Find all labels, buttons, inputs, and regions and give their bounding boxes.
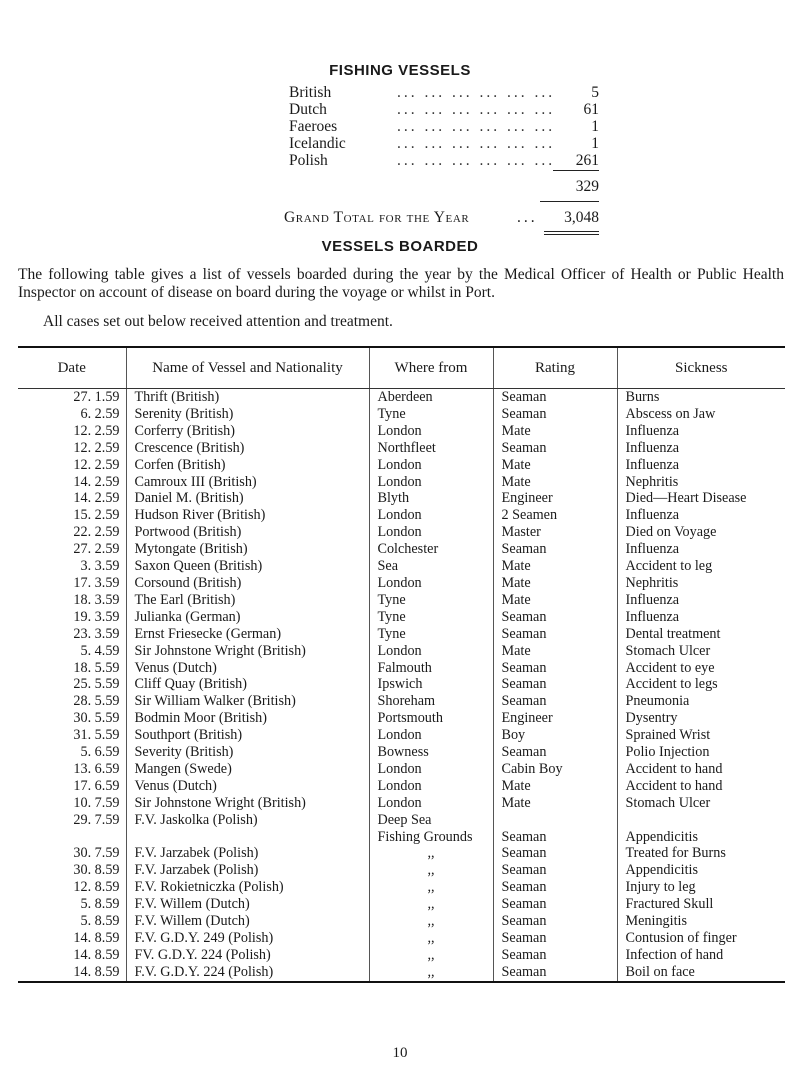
cell-sickness: Fractured Skull [617, 896, 785, 913]
cell-where-from: London [369, 795, 493, 812]
cell-sickness: Nephritis [617, 575, 785, 592]
intro-paragraph: The following table gives a list of vessels boarded during the year by the Medical Officer of Health or Public Health Inspector on account of disease on board during the voyage or whilst in Port. [18, 266, 784, 301]
cell-where-from: Falmouth [369, 660, 493, 677]
cell-rating: Mate [493, 643, 617, 660]
cell-vessel: Hudson River (British) [126, 507, 369, 524]
table-row [18, 490, 785, 507]
cell-rating: Seaman [493, 862, 617, 879]
intro-note: All cases set out below received attention and treatment. [43, 313, 393, 330]
column-header-vessel: Name of Vessel and Nationality [126, 347, 369, 389]
cell-rating: Cabin Boy [493, 761, 617, 778]
cell-date: 22. 2.59 [73, 524, 120, 541]
table-row [18, 389, 785, 406]
cell-date: 29. 7.59 [73, 811, 120, 828]
table-row [18, 913, 785, 930]
cell-date: 27. 2.59 [73, 541, 120, 558]
cell-rating: Seaman [493, 964, 617, 982]
cell-rating: Mate [493, 558, 617, 575]
table-row [18, 896, 785, 913]
cell-rating: Seaman [493, 406, 617, 423]
cell-date: 10. 7.59 [73, 794, 120, 811]
cell-vessel: F.V. G.D.Y. 249 (Polish) [126, 930, 369, 947]
cell-date: 15. 2.59 [73, 507, 120, 524]
cell-where-from: ,, [369, 964, 493, 982]
list-item: British ... ... ... ... ... ... 5 [289, 84, 599, 101]
table-row [18, 761, 785, 778]
cell-sickness: Influenza [617, 440, 785, 457]
cell-vessel: Venus (Dutch) [126, 660, 369, 677]
table-row [18, 862, 785, 879]
table-row [18, 829, 785, 846]
cell-sickness: Died on Voyage [617, 524, 785, 541]
table-row [18, 541, 785, 558]
cell-vessel: Crescence (British) [126, 440, 369, 457]
cell-rating: Mate [493, 423, 617, 440]
cell-date: 5. 4.59 [80, 642, 120, 659]
cell-rating: Seaman [493, 896, 617, 913]
cell-vessel: F.V. G.D.Y. 224 (Polish) [126, 964, 369, 982]
cell-rating: Engineer [493, 710, 617, 727]
cell-vessel: F.V. Rokietniczka (Polish) [126, 879, 369, 896]
vessels-boarded-title: VESSELS BOARDED [321, 238, 479, 255]
table-header-row [18, 347, 785, 389]
cell-vessel: F.V. Willem (Dutch) [126, 913, 369, 930]
cell-vessel: Daniel M. (British) [126, 490, 369, 507]
cell-sickness: Influenza [617, 592, 785, 609]
cell-sickness: Stomach Ulcer [617, 795, 785, 812]
cell-sickness: Injury to leg [617, 879, 785, 896]
cell-date: 14. 8.59 [73, 930, 120, 946]
table-row [18, 626, 785, 643]
cell-vessel: Mangen (Swede) [126, 761, 369, 778]
cell-sickness: Influenza [617, 609, 785, 626]
column-header-date: Date [18, 347, 126, 389]
cell-where-from: Sea [369, 558, 493, 575]
cell-date: 6. 2.59 [80, 405, 120, 422]
table-row [18, 440, 785, 457]
cell-where-from: London [369, 507, 493, 524]
cell-date: 30. 5.59 [73, 710, 120, 727]
vessels-boarded-table [18, 346, 785, 983]
cell-where-from: London [369, 524, 493, 541]
cell-rating: Seaman [493, 913, 617, 930]
cell-rating: Seaman [493, 609, 617, 626]
cell-date: 25. 5.59 [73, 676, 120, 693]
column-header-where-from: Where from [369, 347, 493, 389]
cell-vessel: Camroux III (British) [126, 474, 369, 491]
fishing-vessels-title: FISHING VESSELS [329, 62, 471, 79]
cell-sickness: Nephritis [617, 474, 785, 491]
cell-rating: Seaman [493, 541, 617, 558]
cell-sickness: Accident to leg [617, 558, 785, 575]
table-row [18, 727, 785, 744]
cell-date: 12. 2.59 [73, 422, 120, 439]
list-item: Polish ... ... ... ... ... ... 261 [289, 152, 599, 169]
cell-sickness: Boil on face [617, 964, 785, 982]
subtotal-rule [553, 170, 599, 171]
cell-where-from: London [369, 727, 493, 744]
cell-rating: Mate [493, 592, 617, 609]
cell-date: 12. 2.59 [73, 456, 120, 473]
cell-rating: Seaman [493, 744, 617, 761]
cell-where-from: London [369, 423, 493, 440]
cell-date: 14. 8.59 [73, 946, 120, 963]
cell-vessel: Bodmin Moor (British) [126, 710, 369, 727]
table-row [18, 812, 785, 829]
cell-date: 18. 3.59 [73, 591, 120, 608]
cell-date: 5. 8.59 [80, 913, 120, 930]
cell-date: 5. 8.59 [80, 896, 120, 913]
cell-sickness: Burns [617, 389, 785, 406]
table-row [18, 592, 785, 609]
cell-rating: Engineer [493, 490, 617, 507]
cell-rating: Seaman [493, 389, 617, 406]
cell-date: 30. 8.59 [73, 862, 120, 879]
cell-sickness: Contusion of finger [617, 930, 785, 947]
cell-where-from: London [369, 575, 493, 592]
cell-vessel: FV. G.D.Y. 224 (Polish) [126, 947, 369, 964]
cell-sickness: Polio Injection [617, 744, 785, 761]
cell-vessel: Sir Johnstone Wright (British) [126, 643, 369, 660]
cell-where-from: Colchester [369, 541, 493, 558]
subtotal-underline [540, 201, 599, 202]
list-item: Icelandic ... ... ... ... ... ... 1 [289, 135, 599, 152]
cell-rating: Seaman [493, 626, 617, 643]
cell-sickness: Infection of hand [617, 947, 785, 964]
cell-rating: Seaman [493, 440, 617, 457]
cell-where-from: Aberdeen [369, 389, 493, 406]
grand-total-row: Grand Total for the Year ... 3,048 [284, 209, 599, 226]
cell-vessel: Severity (British) [126, 744, 369, 761]
cell-where-from: Portsmouth [369, 710, 493, 727]
table-row [18, 609, 785, 626]
cell-where-from: ,, [369, 879, 493, 896]
cell-date: 14. 8.59 [18, 964, 126, 982]
cell-vessel: Thrift (British) [126, 389, 369, 406]
cell-sickness: Accident to hand [617, 761, 785, 778]
cell-vessel: Ernst Friesecke (German) [126, 626, 369, 643]
cell-where-from: ,, [369, 913, 493, 930]
cell-where-from: Deep Sea [369, 812, 493, 829]
table-row [18, 474, 785, 491]
cell-vessel: Sir Johnstone Wright (British) [126, 795, 369, 812]
cell-sickness: Influenza [617, 423, 785, 440]
cell-date: 5. 6.59 [80, 744, 120, 761]
cell-rating [493, 812, 617, 829]
cell-vessel: Julianka (German) [126, 609, 369, 626]
cell-rating: Mate [493, 575, 617, 592]
cell-date: 12. 2.59 [73, 439, 120, 456]
cell-date: 17. 3.59 [73, 574, 120, 591]
cell-sickness: Accident to eye [617, 660, 785, 677]
table-row [18, 744, 785, 761]
cell-vessel: Serenity (British) [126, 406, 369, 423]
cell-date: 17. 6.59 [73, 777, 120, 794]
cell-sickness: Dental treatment [617, 626, 785, 643]
table-row [18, 930, 785, 947]
column-header-sickness: Sickness [617, 347, 785, 389]
cell-rating: Seaman [493, 693, 617, 710]
grand-total-label: Grand Total for the Year [284, 209, 470, 226]
cell-where-from: Tyne [369, 406, 493, 423]
cell-sickness: Meningitis [617, 913, 785, 930]
table-row [18, 795, 785, 812]
cell-rating: Seaman [493, 676, 617, 693]
cell-sickness: Dysentry [617, 710, 785, 727]
list-item: Faeroes ... ... ... ... ... ... 1 [289, 118, 599, 135]
cell-rating: Master [493, 524, 617, 541]
list-item: Dutch ... ... ... ... ... ... 61 [289, 101, 599, 118]
cell-sickness: Appendicitis [617, 862, 785, 879]
table-row [18, 643, 785, 660]
cell-vessel: Corfen (British) [126, 457, 369, 474]
cell-where-from: Ipswich [369, 676, 493, 693]
table-row [18, 507, 785, 524]
cell-date: 30. 7.59 [73, 845, 120, 862]
cell-where-from: London [369, 761, 493, 778]
cell-date: 28. 5.59 [73, 693, 120, 710]
table-row [18, 423, 785, 440]
cell-where-from: ,, [369, 930, 493, 947]
column-header-rating: Rating [493, 347, 617, 389]
cell-rating: Seaman [493, 845, 617, 862]
cell-vessel: Corferry (British) [126, 423, 369, 440]
table-row [18, 964, 785, 982]
cell-date: 13. 6.59 [73, 760, 120, 777]
cell-where-from: Fishing Grounds [369, 829, 493, 846]
table-row [18, 845, 785, 862]
cell-rating: Mate [493, 795, 617, 812]
fishing-vessels-list [289, 84, 599, 169]
cell-where-from: London [369, 643, 493, 660]
table-row [18, 947, 785, 964]
cell-vessel: Southport (British) [126, 727, 369, 744]
cell-date: 31. 5.59 [73, 727, 120, 744]
cell-sickness [617, 812, 785, 829]
cell-vessel: Cliff Quay (British) [126, 676, 369, 693]
cell-sickness: Influenza [617, 457, 785, 474]
cell-vessel: Saxon Queen (British) [126, 558, 369, 575]
cell-date [18, 829, 126, 846]
cell-where-from: ,, [369, 947, 493, 964]
grand-total-double-rule-1 [544, 231, 599, 232]
cell-rating: Seaman [493, 930, 617, 947]
cell-date: 19. 3.59 [73, 608, 120, 625]
cell-rating: Mate [493, 778, 617, 795]
grand-total-value: 3,048 [564, 209, 599, 226]
cell-vessel: Portwood (British) [126, 524, 369, 541]
cell-where-from: Shoreham [369, 693, 493, 710]
table-row [18, 879, 785, 896]
table-row [18, 558, 785, 575]
cell-vessel: Corsound (British) [126, 575, 369, 592]
table-row [18, 693, 785, 710]
cell-vessel: F.V. Jaskolka (Polish) [126, 812, 369, 829]
table-row [18, 457, 785, 474]
cell-rating: 2 Seamen [493, 507, 617, 524]
cell-vessel [126, 829, 369, 846]
cell-where-from: Northfleet [369, 440, 493, 457]
cell-where-from: London [369, 457, 493, 474]
cell-date: 27. 1.59 [73, 389, 120, 405]
cell-where-from: Tyne [369, 626, 493, 643]
cell-rating: Mate [493, 457, 617, 474]
table-row [18, 406, 785, 423]
cell-where-from: Tyne [369, 592, 493, 609]
cell-where-from: ,, [369, 845, 493, 862]
cell-sickness: Abscess on Jaw [617, 406, 785, 423]
cell-sickness: Died—Heart Disease [617, 490, 785, 507]
cell-rating: Boy [493, 727, 617, 744]
table-row [18, 710, 785, 727]
cell-date: 18. 5.59 [73, 659, 120, 676]
cell-sickness: Stomach Ulcer [617, 643, 785, 660]
subtotal-value: 329 [575, 178, 599, 195]
cell-sickness: Influenza [617, 541, 785, 558]
cell-rating: Seaman [493, 660, 617, 677]
cell-date: 12. 8.59 [73, 879, 120, 896]
cell-where-from: ,, [369, 862, 493, 879]
cell-date: 14. 2.59 [73, 490, 120, 507]
cell-sickness: Appendicitis [617, 829, 785, 846]
cell-rating: Seaman [493, 829, 617, 846]
cell-where-from: Blyth [369, 490, 493, 507]
cell-sickness: Accident to legs [617, 676, 785, 693]
cell-date: 14. 2.59 [73, 473, 120, 490]
cell-vessel: Venus (Dutch) [126, 778, 369, 795]
cell-sickness: Sprained Wrist [617, 727, 785, 744]
cell-sickness: Pneumonia [617, 693, 785, 710]
cell-where-from: London [369, 778, 493, 795]
cell-rating: Seaman [493, 947, 617, 964]
table-row [18, 575, 785, 592]
cell-sickness: Treated for Burns [617, 845, 785, 862]
cell-sickness: Accident to hand [617, 778, 785, 795]
cell-vessel: F.V. Willem (Dutch) [126, 896, 369, 913]
cell-vessel: Mytongate (British) [126, 541, 369, 558]
cell-vessel: F.V. Jarzabek (Polish) [126, 862, 369, 879]
cell-where-from: London [369, 474, 493, 491]
cell-date: 23. 3.59 [73, 625, 120, 642]
cell-where-from: Tyne [369, 609, 493, 626]
table-row [18, 676, 785, 693]
cell-vessel: F.V. Jarzabek (Polish) [126, 845, 369, 862]
cell-vessel: Sir William Walker (British) [126, 693, 369, 710]
cell-where-from: ,, [369, 896, 493, 913]
cell-rating: Seaman [493, 879, 617, 896]
table-row [18, 524, 785, 541]
table-row [18, 778, 785, 795]
cell-date: 3. 3.59 [80, 558, 120, 575]
grand-total-double-rule-2 [544, 234, 599, 235]
cell-sickness: Influenza [617, 507, 785, 524]
cell-where-from: Bowness [369, 744, 493, 761]
cell-rating: Mate [493, 474, 617, 491]
cell-vessel: The Earl (British) [126, 592, 369, 609]
page-number: 10 [392, 1045, 408, 1061]
table-row [18, 660, 785, 677]
